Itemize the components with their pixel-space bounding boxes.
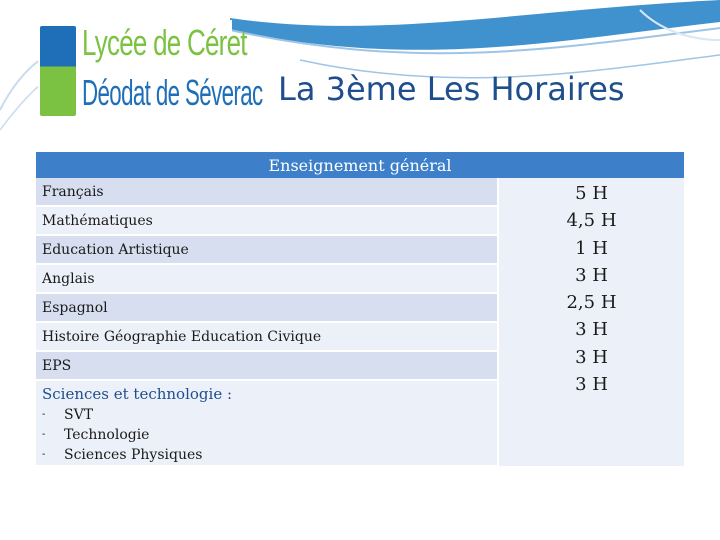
- schedule-table: [36, 152, 684, 467]
- page-title: La 3ème Les Horaires: [278, 70, 625, 108]
- sciences-item: - SVT: [42, 405, 491, 425]
- table-row: [36, 178, 684, 206]
- hours-value: 3 H: [575, 264, 608, 286]
- hours-value: 3 H: [575, 319, 608, 341]
- subject-cell: Histoire Géographie Education Civique: [36, 322, 498, 351]
- sciences-item: - Technologie: [42, 425, 491, 445]
- hours-value: 4,5 H: [566, 210, 617, 232]
- hours-column: [498, 178, 684, 466]
- subject-cell: Anglais: [36, 264, 498, 293]
- hours-value: 3 H: [575, 346, 608, 368]
- logo-emblem: [40, 26, 76, 116]
- hours-value: 2,5 H: [566, 292, 617, 314]
- table-header-row: [36, 152, 684, 178]
- subject-cell: Espagnol: [36, 293, 498, 322]
- logo-text-line1: Lycée de Céret: [82, 22, 247, 63]
- subject-cell: EPS: [36, 351, 498, 380]
- subject-cell: Education Artistique: [36, 235, 498, 264]
- sciences-cell: [36, 380, 498, 466]
- subject-cell: Français: [36, 178, 498, 206]
- table-header: Enseignement général: [36, 152, 684, 178]
- sciences-title: Sciences et technologie :: [42, 385, 233, 403]
- sciences-sublist: [42, 405, 491, 465]
- school-logo: [38, 20, 263, 120]
- subject-cell: Mathématiques: [36, 206, 498, 235]
- hours-value: 1 H: [575, 237, 608, 259]
- hours-value: 3 H: [575, 374, 608, 396]
- sciences-item: - Sciences Physiques: [42, 445, 491, 465]
- hours-value: 5 H: [575, 183, 608, 204]
- logo-text-line2: Déodat de Séverac: [82, 72, 263, 113]
- hours-list: [500, 180, 683, 398]
